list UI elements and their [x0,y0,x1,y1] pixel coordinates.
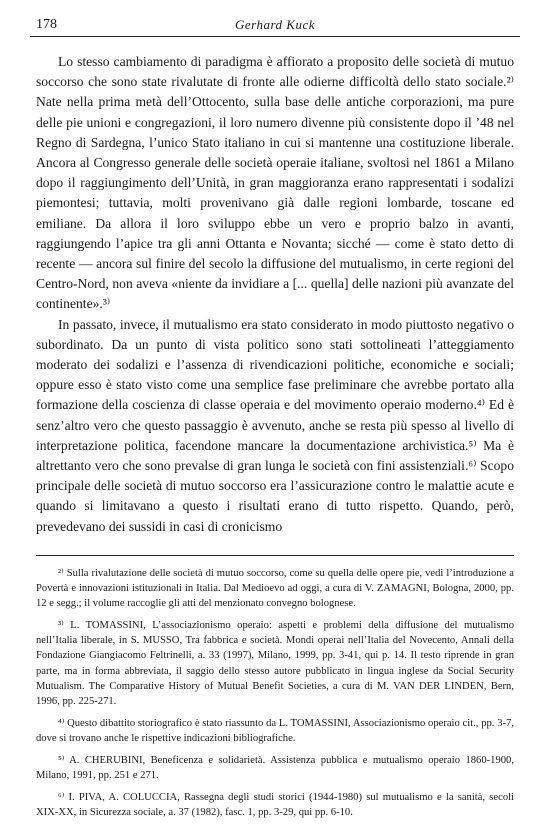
footnote: ⁵⁾ A. CHERUBINI, Beneficenza e solidarietà. Assistenza pubblica e mutualismo operaio 1860-1900, Milano, 1991, pp. 251 e 271. [36,755,514,782]
main-text [36,52,514,537]
footnote: ³⁾ L. TOMASSINI, L’associazionismo operaio: aspetti e problemi della diffusione del mutualismo nell’Italia liberale, in S. MUSSO, Tra fabbrica e società. Mondi operai nell’Italia del Novecento, Annali della Fondazione Giangiacomo Feltrinelli, a. 33 (1997), Milano, 1999, pp. 3-41, qui p. 14. Il testo riprende in gran parte, ma in forma abbreviata, il saggio dello stesso autore pubblicato in lingua inglese da Social Security Mutualism. The Comparative History of Mutual Benefit Societies, a cura di M. VAN DER LINDEN, Bern, 1996, pp. 225-271. [36,620,514,707]
footnotes [36,566,514,827]
footnote: ²⁾ Sulla rivalutazione delle società di mutuo soccorso, come su quella delle opere pie, vedi l’introduzione a Povertà e innovazioni istituzionali in Italia. Dal Medioevo ad oggi, a cura di V. ZAMAGNI, Bologna, 2000, pp. 12 e segg.; il volume raccoglie gli atti del menzionato convegno bolognese. [36,568,514,610]
footnote-separator [36,555,514,556]
page-number: 178 [36,17,57,32]
body-paragraph: In passato, invece, il mutualismo era stato considerato in modo piuttosto negativo o subordinato. Da un punto di vista politico sono stati sottolineati l’atteggiamento moderato dei sodalizi e l’assenza di rivendicazioni politiche, economiche e sociali; oppure esso è stato visto come una semplice fase preliminare che avrebbe portato alla formazione della coscienza di classe operaia e del movimento operaio moderno.⁴⁾ Ed è senz’altro vero che questo passaggio è avvenuto, anche se resta più spesso al livello di interpretazione politica, facendone mancare la documentazione archivistica.⁵⁾ Ma è altrettanto vero che sono prevalse di gran lunga le società con fini assistenziali.⁶⁾ Scopo principale delle società di mutuo soccorso era l’assicurazione contro le malattie acute e quando si limitavano a questo i risultati erano di tutto rispetto. Quando, però, prevedevano dei sussidi in casi di cronicismo [36,316,514,534]
footnote: ⁴⁾ Questo dibattito storiografico è stato riassunto da L. TOMASSINI, Associazionismo operaio cit., pp. 3-7, dove si trovano anche le rispettive indicazioni bibliografiche. [36,717,514,744]
body-paragraph: Lo stesso cambiamento di paradigma è affiorato a proposito delle società di mutuo soccorso che sono state rivalutate di fronte alle odierne difficoltà dello stato sociale.²⁾ Nate nella prima metà dell’Ottocento, sulla base delle antiche corporazioni, ma pure delle pie unioni e congregazioni, il loro numero divenne più consistente dopo il ’48 nel Regno di Sardegna, l’unico Stato italiano in cui si mantenne una costituzione liberale. Ancora al Congresso generale delle società operaie italiane, svoltosi nel 1861 a Milano dopo il raggiungimento dell’Unità, in gran maggioranza erano rappresentati i sodalizi piemontesi; tuttavia, molti provenivano già dalle regioni lombarde, toscane ed emiliane. Da allora il loro sviluppo ebbe un vero e proprio balzo in avanti, raggiungendo l’apice tra gli anni Ottanta e Novanta; sicché — come è stato detto di recente — ancora sul finire del secolo la diffusione del mutualismo, in certe regioni del Centro-Nord, non aveva «niente da invidiare a [... quella] delle nazioni più avanzate del continente».³⁾ [36,54,514,312]
footnote: ⁶⁾ I. PIVA, A. COLUCCIA, Rassegna degli studi storici (1944-1980) sul mutualismo e la sanità, secoli XIX-XX, in Sicurezza sociale, a. 37 (1982), fasc. 1, pp. 3-29, qui pp. 6-10. [36,792,514,819]
running-title: Gerhard Kuck [234,17,316,32]
page-header [30,14,520,37]
